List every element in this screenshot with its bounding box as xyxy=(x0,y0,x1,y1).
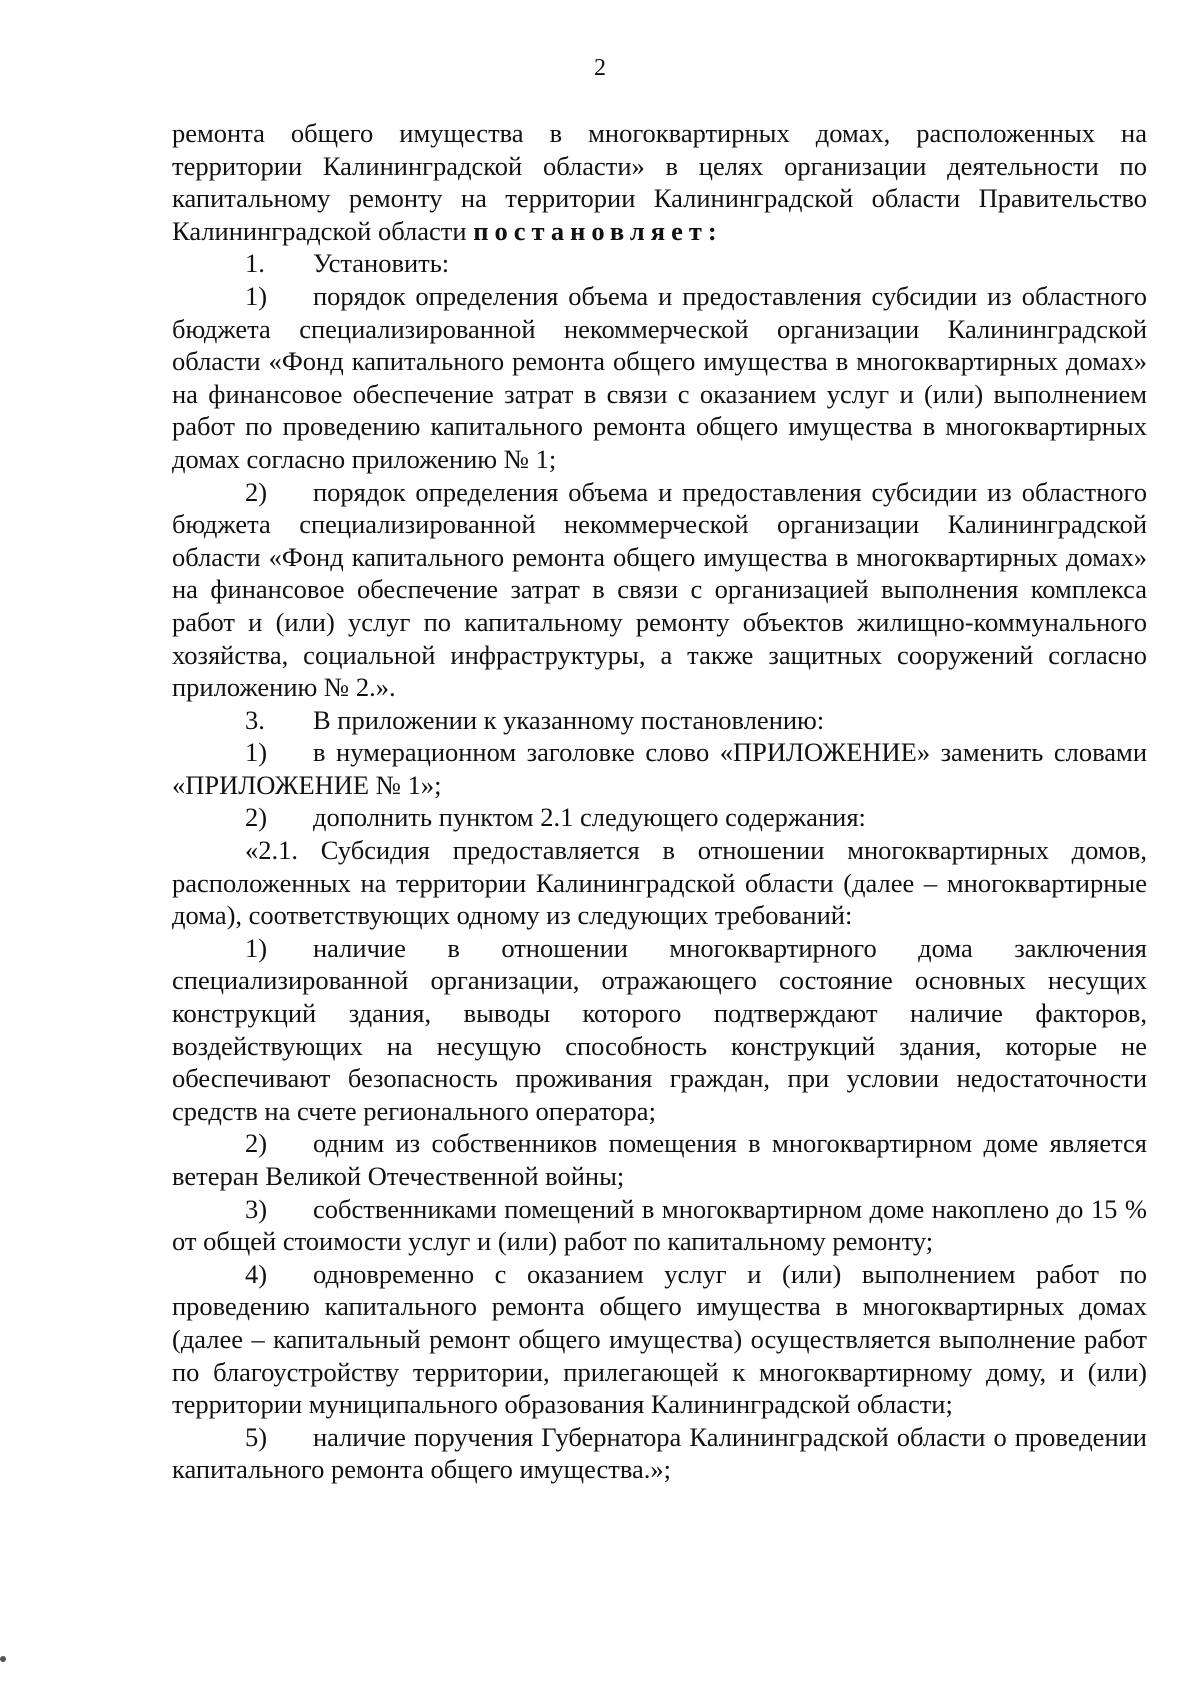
requirement-4 xyxy=(172,1258,1147,1421)
clause-number: 5) xyxy=(245,1421,268,1452)
subclause-3-2 xyxy=(172,801,1147,834)
clause-number: 4) xyxy=(245,1258,268,1289)
clause-text: дополнить пунктом 2.1 следующего содержания: xyxy=(313,802,866,833)
clause-text: порядок определения объема и предоставления субсидии из областного бюджета специализированной некоммерческой организации Калининградской области «Фонд капитального ремонта общего имущества в многоквартирных домах» на финансовое обеспечение затрат в связи с организацией выполнения комплекса работ и (или) услуг по капитальному ремонту объектов жилищно-коммунального хозяйства, социальной инфраструктуры, а также защитных сооружений согласно приложению № 2.». xyxy=(172,476,1147,703)
clause-text: одним из собственников помещения в многоквартирном доме является ветеран Великой Отечественной войны; xyxy=(172,1128,1147,1191)
clause-text: в нумерационном заголовке слово «ПРИЛОЖЕНИЕ» заменить словами «ПРИЛОЖЕНИЕ № 1»; xyxy=(172,737,1147,800)
requirement-5 xyxy=(172,1421,1147,1486)
clause-text: порядок определения объема и предоставления субсидии из областного бюджета специализированной некоммерческой организации Калининградской области «Фонд капитального ремонта общего имущества в многоквартирных домах» на финансовое обеспечение затрат в связи с оказанием услуг и (или) выполнением работ по проведению капитального ремонта общего имущества в многоквартирных домах согласно приложению № 1; xyxy=(172,280,1147,474)
subclause-1-2 xyxy=(172,476,1147,704)
clause-number: 2) xyxy=(245,802,268,833)
clause-text: собственниками помещений в многоквартирном доме накоплено до 15 % от общей стоимости услуг и (или) работ по капитальному ремонту; xyxy=(172,1193,1147,1257)
clause-number: 1. xyxy=(245,248,265,279)
document-body xyxy=(172,117,1147,1486)
clause-number: 2) xyxy=(245,476,268,507)
clause-text: Установить: xyxy=(313,248,450,279)
clause-number: 3) xyxy=(245,1193,268,1224)
clause-2-1 xyxy=(172,834,1147,932)
clause-number: 3. xyxy=(245,704,265,735)
page-number: 2 xyxy=(594,55,606,81)
clause-text: В приложении к указанному постановлению: xyxy=(313,704,825,735)
clause-3 xyxy=(172,704,1147,737)
subclause-3-1 xyxy=(172,736,1147,801)
clause-1 xyxy=(172,247,1147,280)
intro-text: ремонта общего имущества в многоквартирных домах, расположенных на территории Калининградской области» в целях организации деятельности по капитальному ремонту на территории Калининградской области Правительство Калининградской области xyxy=(172,118,1147,246)
resolution-keyword: постановляет: xyxy=(473,215,723,246)
subclause-1-1 xyxy=(172,280,1147,476)
clause-text: «2.1. Субсидия предоставляется в отношении многоквартирных домов, расположенных на территории Калининградской области (далее – многоквартирные дома), соответствующих одному из следующих требований: xyxy=(172,835,1147,931)
clause-number: 1) xyxy=(245,737,268,768)
requirement-3 xyxy=(172,1193,1147,1258)
intro-paragraph xyxy=(172,117,1147,247)
scan-edge-mark xyxy=(0,1656,6,1662)
clause-text: наличие поручения Губернатора Калининградской области о проведении капитального ремонта общего имущества.»; xyxy=(172,1421,1147,1485)
clause-text: наличие в отношении многоквартирного дома заключения специализированной организации, отражающего состояние основных несущих конструкций здания, выводы которого подтверждают наличие факторов, воздействующих на несущую способность конструкций здания, которые не обеспечивают безопасность проживания граждан, при условии недостаточности средств на счете регионального оператора; xyxy=(172,932,1147,1126)
clause-number: 2) xyxy=(245,1128,268,1159)
clause-text: одновременно с оказанием услуг и (или) выполнением работ по проведению капитального ремонта общего имущества в многоквартирных домах (далее – капитальный ремонт общего имущества) осуществляется выполнение работ по благоустройству территории, прилегающей к многоквартирному дому, и (или) территории муниципального образования Калининградской области; xyxy=(172,1258,1147,1420)
clause-number: 1) xyxy=(245,280,268,311)
clause-number: 1) xyxy=(245,932,268,963)
requirement-2 xyxy=(172,1127,1147,1192)
requirement-1 xyxy=(172,932,1147,1128)
